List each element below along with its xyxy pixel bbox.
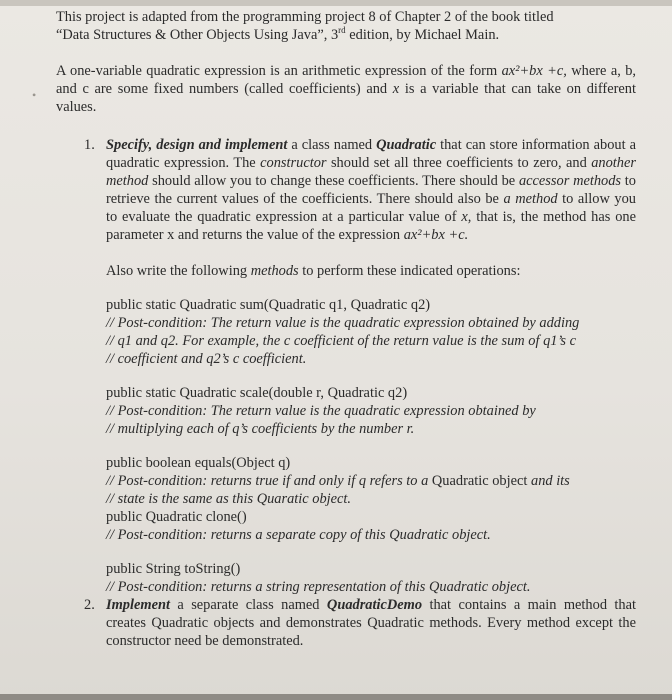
task-list bbox=[56, 136, 636, 650]
item-number: 1. bbox=[84, 137, 95, 153]
clone-method bbox=[106, 508, 636, 544]
method-signature: public String toString() bbox=[106, 561, 241, 577]
source-line-2-end: edition, by Michael Main. bbox=[345, 27, 500, 43]
intro-paragraph bbox=[56, 62, 636, 116]
variable-x: x bbox=[392, 81, 400, 97]
accessor-term: accessor methods bbox=[518, 173, 622, 189]
source-note bbox=[56, 8, 636, 44]
methods-term: methods bbox=[250, 263, 299, 279]
list-item bbox=[56, 136, 636, 596]
document-body bbox=[56, 8, 636, 650]
method-comment: // q1 and q2. For example, the c coefficient of the return value is the sum of q1’s c bbox=[106, 333, 576, 349]
quadratic-form: ax²+bx +c. bbox=[403, 227, 469, 243]
method-signature: public boolean equals(Object q) bbox=[106, 455, 291, 471]
method-term: a method bbox=[503, 191, 558, 207]
task-text: to retrieve the current values of the coefficients. There should also be bbox=[106, 173, 637, 207]
method-comment: // Post-condition: The return value is the quadratic expression obtained by adding bbox=[106, 315, 580, 331]
variable-x: x, bbox=[461, 209, 472, 225]
method-comment bbox=[106, 472, 636, 490]
method-signature: public Quadratic clone() bbox=[106, 509, 247, 525]
another-method-term: another method bbox=[106, 155, 636, 189]
method-comment: // Post-condition: The return value is the quadratic expression obtained by bbox=[106, 403, 536, 419]
method-comment: // multiplying each of q’s coefficients by the number r. bbox=[106, 421, 415, 437]
also-text: Also write the following bbox=[106, 263, 251, 279]
task-text: to allow you to evaluate the quadratic expression at a particular value of bbox=[106, 191, 636, 225]
intro-text-3: is a variable that can take on different values. bbox=[56, 81, 636, 115]
task-text: a class named bbox=[287, 137, 377, 153]
intro-text-2: where a, b, and c are some fixed numbers (called coefficients) and bbox=[56, 63, 637, 97]
task-text: should allow you to change these coefficients. There should be bbox=[148, 173, 519, 189]
method-signature: public static Quadratic sum(Quadratic q1, Quadratic q2) bbox=[106, 297, 431, 313]
task-description bbox=[106, 596, 636, 650]
method-comment: // Post-condition: returns a string representation of this Quadratic object. bbox=[106, 579, 531, 595]
comment-text: and its bbox=[527, 473, 570, 489]
task-description bbox=[106, 136, 636, 244]
constructor-term: constructor bbox=[260, 155, 327, 171]
method-comment: // Post-condition: returns a separate copy of this Quadratic object. bbox=[106, 527, 491, 543]
method-signature: public static Quadratic scale(double r, Quadratic q2) bbox=[106, 385, 408, 401]
edition-sup: rd bbox=[338, 25, 346, 36]
tostring-method bbox=[106, 560, 636, 596]
top-edge bbox=[0, 0, 672, 6]
item-number: 2. bbox=[84, 597, 95, 613]
method-comment: // state is the same as this Quaratic object. bbox=[106, 491, 352, 507]
method-comment: // coefficient and q2’s c coefficient. bbox=[106, 351, 307, 367]
equals-method bbox=[106, 454, 636, 508]
methods-intro bbox=[106, 262, 636, 280]
bottom-edge bbox=[0, 694, 672, 700]
task-lead: Implement bbox=[106, 597, 170, 613]
class-name: QuadraticDemo bbox=[326, 597, 423, 613]
task-text: that contains a main method that creates Quadratic objects and demonstrates Quadratic methods. Every method except the constructor need be demonstrated. bbox=[106, 597, 637, 649]
comment-text: // Post-condition: returns true if and only if q refers to a bbox=[106, 473, 432, 489]
source-line-2: “Data Structures & Other Objects Using Java”, 3 bbox=[56, 27, 339, 43]
also-text-end: to perform these indicated operations: bbox=[298, 263, 521, 279]
source-line-1: This project is adapted from the programming project 8 of Chapter 2 of the book titled bbox=[56, 9, 554, 25]
task-text: that can store information about a quadratic expression. The bbox=[106, 137, 636, 171]
scale-method bbox=[106, 384, 636, 438]
task-text: a separate class named bbox=[169, 597, 327, 613]
task-text: should set all three coefficients to zero, and bbox=[326, 155, 592, 171]
task-text: that is, the method has one parameter x and returns the value of the expression bbox=[106, 209, 636, 243]
class-name: Quadratic bbox=[376, 137, 437, 153]
comment-text: Quadratic object bbox=[431, 473, 528, 489]
quadratic-form: ax²+bx +c, bbox=[501, 63, 567, 79]
task-lead: Specify, design and implement bbox=[106, 137, 288, 153]
intro-text: A one-variable quadratic expression is an arithmetic expression of the form bbox=[56, 63, 502, 79]
sum-method bbox=[106, 296, 636, 368]
bullet-mark: • bbox=[32, 88, 37, 102]
list-item bbox=[56, 596, 636, 650]
